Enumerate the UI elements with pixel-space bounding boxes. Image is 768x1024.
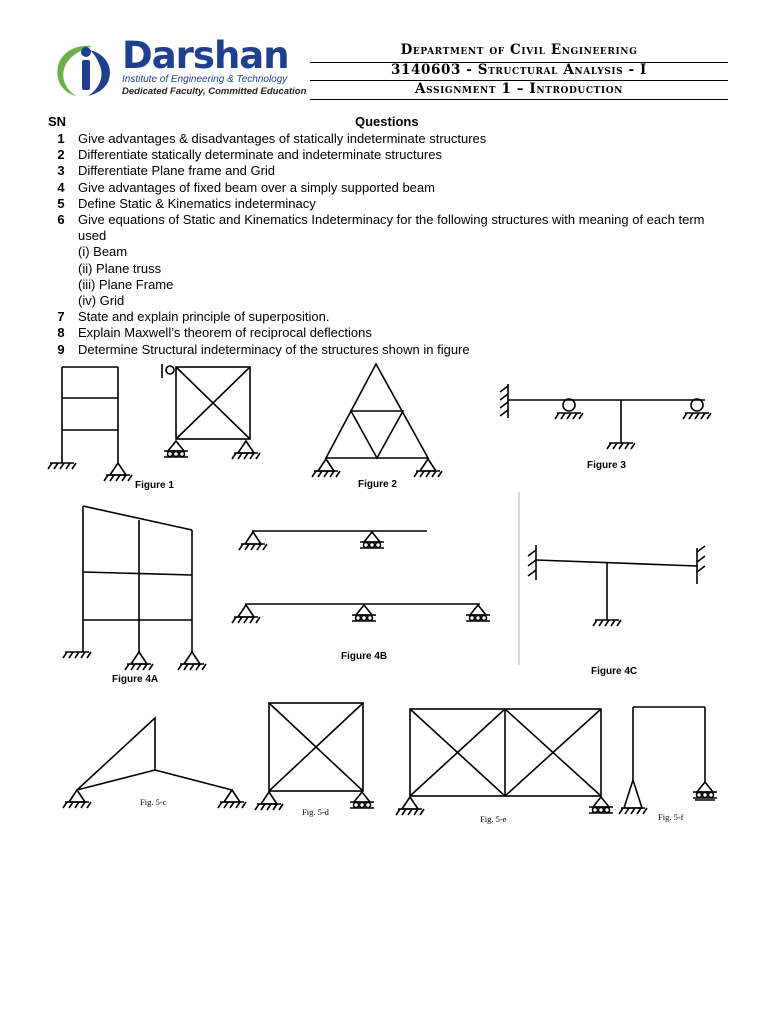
question-row: 2 Differentiate statically determinate and indeterminate structures (57, 147, 442, 163)
q6-subitem: (i) Beam (78, 244, 128, 260)
logo-subtitle: Institute of Engineering & Technology (122, 74, 288, 85)
question-row: 5 Define Static & Kinematics indeterminacy (57, 195, 316, 211)
figure-2-drawing (312, 364, 442, 477)
department-title: Department of Civil Engineering (400, 42, 638, 58)
figure-4a-drawing (63, 506, 206, 670)
figure-3-caption: Figure 3 (587, 460, 626, 471)
question-row: 3 Differentiate Plane frame and Grid (57, 163, 276, 179)
assignment-title: Assignment 1 – Introduction (415, 81, 623, 97)
figure-2-caption: Figure 2 (358, 479, 397, 490)
figure-3-drawing (500, 384, 711, 449)
questions-column-header: Questions (355, 114, 419, 129)
figure-1-caption: Figure 1 (135, 480, 174, 491)
figure-5d-drawing (255, 703, 374, 810)
figure-4c-drawing (528, 545, 705, 626)
question-row: 6 Give equations of Static and Kinematics Indeterminacy for the following structures with meaning of each term used (57, 212, 705, 244)
sn-column-header: SN (48, 114, 67, 129)
figure-5e-caption: Fig. 5-e (480, 814, 507, 824)
question-row: 9 Determine Structural indeterminacy of the structures shown in figure (57, 341, 470, 357)
figure-5d-caption: Fig. 5-d (302, 807, 329, 817)
logo-name: Darshan (122, 34, 289, 77)
figure-4b-drawing (232, 531, 490, 623)
figure-4c-caption: Figure 4C (591, 666, 638, 677)
question-row: 7 State and explain principle of superposition. (57, 309, 330, 325)
course-title: 3140603 - Structural Analysis - I (391, 62, 647, 78)
q6-subitem: (ii) Plane truss (78, 260, 162, 276)
q6-subitem: (iii) Plane Frame (78, 276, 174, 292)
question-row: 1 Give advantages & disadvantages of statically indeterminate structures (57, 131, 487, 146)
figure-5c-caption: Fig. 5-c (140, 797, 167, 807)
q6-subitem: (iv) Grid (78, 293, 125, 309)
figure-5f-caption: Fig. 5-f (658, 812, 684, 822)
question-row: 8 Explain Maxwell’s theorem of reciprocal deflections (57, 325, 372, 341)
logo-tagline: Dedicated Faculty, Committed Education (122, 86, 307, 97)
question-row: 4 Give advantages of fixed beam over a simply supported beam (57, 179, 435, 195)
figure-5c-drawing (63, 718, 246, 808)
figure-1-drawing (48, 364, 260, 481)
figure-5f-drawing (619, 707, 717, 814)
figure-4b-caption: Figure 4B (341, 651, 388, 662)
figure-5e-drawing (396, 709, 613, 815)
figure-4a-caption: Figure 4A (112, 674, 159, 685)
